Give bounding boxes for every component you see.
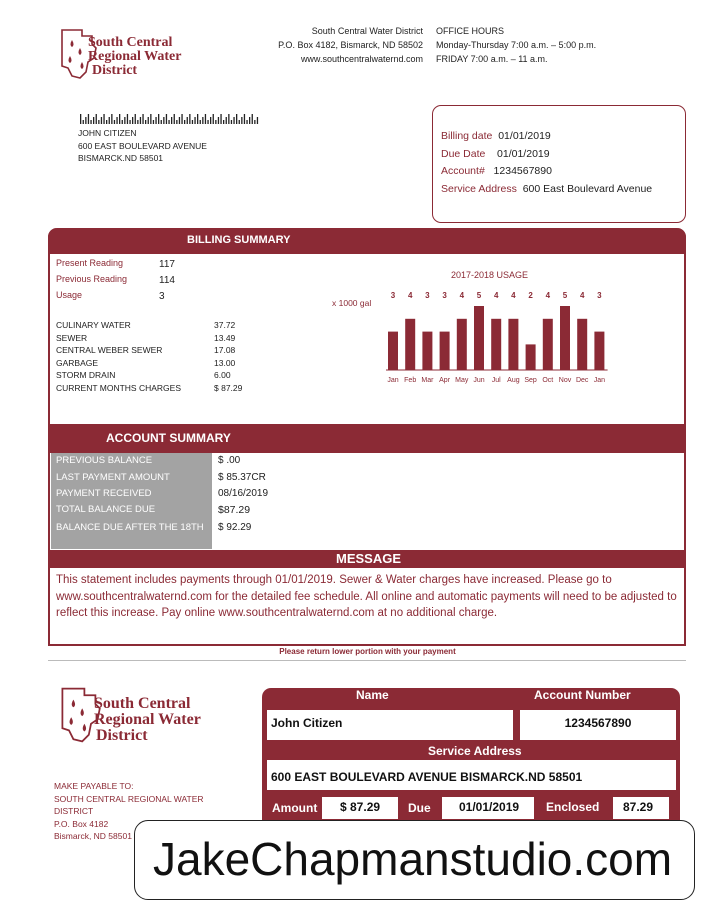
usage-bar [577,319,587,370]
account-summary-header [50,424,686,453]
district-po-box: P.O. Box 4182, Bismarck, ND 58502 [278,40,423,50]
usage-data-label: 3 [390,291,396,300]
charge-row: CENTRAL WEBER SEWER 17.08 [56,345,236,356]
usage-month-label: Jul [491,377,501,384]
charge-row: STORM DRAIN 6.00 [56,370,231,381]
balance-after-value: $ 92.29 [218,522,252,533]
name-label: Name [356,688,389,702]
service-address-row: Service Address 600 East Boulevard Avenue [441,182,653,195]
customer-street: 600 EAST BOULEVARD AVENUE [78,140,207,151]
usage-bar [457,319,467,370]
hours-weekday: Monday-Thursday 7:00 a.m. – 5:00 p.m. [436,40,597,50]
amount-label: Amount [272,801,318,815]
usage-data-label: 3 [425,291,430,300]
last-payment-value: $ 85.37CR [218,472,266,483]
usage-bar [440,332,450,370]
usage-bar [422,332,432,370]
tear-line [48,660,686,661]
return-note: Please return lower portion with your payment [279,647,456,656]
account-number-field[interactable]: 1234567890 [520,710,676,740]
payable-to-title: MAKE PAYABLE TO: [54,781,134,791]
usage-month-label: Jan [387,377,399,384]
enclosed-field[interactable]: 87.29 [613,797,669,819]
usage-data-label: 4 [579,291,585,300]
usage-data-label: 4 [493,291,499,300]
usage-month-label: Apr [439,377,451,384]
watermark-banner [134,820,695,900]
office-hours [436,24,596,66]
logo-line-2: Regional Water [94,711,201,728]
usage-month-label: Nov [558,377,572,384]
usage-data-label: 3 [597,291,602,300]
billing-info-box [432,105,686,223]
usage-month-label: Dec [575,377,589,384]
payment-received-label: PAYMENT RECEIVED [56,488,152,499]
usage-bar [508,319,518,370]
enclosed-label: Enclosed [546,800,600,814]
service-address-field[interactable]: 600 EAST BOULEVARD AVENUE BISMARCK.ND 58501 [267,760,676,790]
logo-line-1: South Central [88,35,173,50]
charge-row: CURRENT MONTHS CHARGES $ 87.29 [56,382,243,393]
district-contact [203,24,423,66]
usage-month-label: Jan [593,377,606,384]
usage-chart [380,284,610,388]
previous-balance-label: PREVIOUS BALANCE [56,455,153,466]
balance-after-label: BALANCE DUE AFTER THE 18TH [56,522,204,533]
charges-list [56,320,243,396]
barcode-icon [80,112,260,124]
usage-month-label: Mar [421,377,434,384]
account-number-row: Account# 1234567890 [441,165,552,177]
customer-name: JOHN CITIZEN [78,128,137,138]
message-title: MESSAGE [336,551,402,566]
last-payment-label: LAST PAYMENT AMOUNT [56,472,170,483]
usage-data-label: 4 [459,291,465,300]
logo-line-2: Regional Water [88,49,182,64]
usage-data-label: 3 [442,291,447,300]
billing-summary-title: BILLING SUMMARY [187,234,291,246]
logo-line-1: South Central [94,695,191,712]
previous-balance-value: $ .00 [218,455,241,466]
watermark-text: JakeChapmanstudio.com [153,833,673,885]
usage-data-label: 5 [476,291,482,300]
usage-bar [560,306,570,370]
usage-month-label: Oct [542,377,554,384]
office-hours-title: OFFICE HOURS [436,26,505,36]
charge-row: SEWER 13.49 [56,332,236,343]
usage-month-label: Aug [507,377,520,384]
district-website[interactable]: www.southcentralwaternd.com [300,54,423,64]
chart-title: 2017-2018 USAGE [451,270,529,280]
usage-month-label: Sep [524,377,537,384]
usage-data-label: 5 [562,291,568,300]
chart-ylabel: x 1000 gal [332,298,372,308]
total-balance-label: TOTAL BALANCE DUE [56,504,156,515]
district-logo-lower [58,686,228,746]
billing-summary-header [48,228,686,254]
usage-data-label: 4 [407,291,413,300]
account-number-label: Account Number [534,688,631,702]
charge-row: GARBAGE 13.00 [56,357,236,368]
usage-bar [526,344,536,370]
usage-data-label: 4 [545,291,551,300]
usage-month-label: May [455,377,469,384]
message-text: This statement includes payments through 01/01/2019. Sewer & Water charges have increased. Please go to www.southcentralwaternd.com for the detailed fee schedule. All online and automatic payments will need to be adjusted to reflect this increase. Pay online www.southcentralwaternd.com at no additional charge. [56,574,677,619]
remittance-stub [262,688,680,823]
usage-bar [388,332,398,370]
customer-address [78,127,207,165]
message-header [50,550,686,568]
usage-data-label: 2 [528,291,533,300]
payable-to-line2: DISTRICT [54,806,94,816]
usage-bar [474,306,484,370]
service-address-label: Service Address [428,744,522,758]
logo-line-3: District [92,63,138,78]
usage-month-label: Feb [404,377,417,384]
payable-to-line3: P.O. Box 4182 [54,818,109,829]
account-summary-title: ACCOUNT SUMMARY [106,431,231,445]
payable-to-line4: Bismarck, ND 58501 [54,831,132,841]
district-logo [58,28,208,82]
usage-bar [594,332,604,370]
name-field[interactable]: John Citizen [267,710,513,740]
hours-friday: FRIDAY 7:00 a.m. – 11 a.m. [436,54,548,64]
logo-line-3: District [96,727,148,744]
due-field[interactable]: 01/01/2019 [442,797,534,819]
amount-field[interactable]: $ 87.29 [322,797,398,819]
charge-row: CULINARY WATER 37.72 [56,320,236,330]
usage-data-label: 4 [511,291,516,300]
due-date-row: Due Date 01/01/2019 [441,147,550,160]
payable-to-line1: SOUTH CENTRAL REGIONAL WATER [54,793,204,804]
payment-received-value: 08/16/2019 [218,488,269,499]
billing-date-row: Billing date 01/01/2019 [441,130,551,142]
customer-city: BISMARCK.ND 58501 [78,153,164,163]
usage-month-label: Jun [473,377,485,384]
usage-bar [491,319,501,370]
usage-bar [405,319,415,370]
total-balance-value: $87.29 [218,504,251,516]
district-name: South Central Water District [311,26,423,36]
usage-bar [543,319,553,370]
due-label: Due [408,801,431,815]
